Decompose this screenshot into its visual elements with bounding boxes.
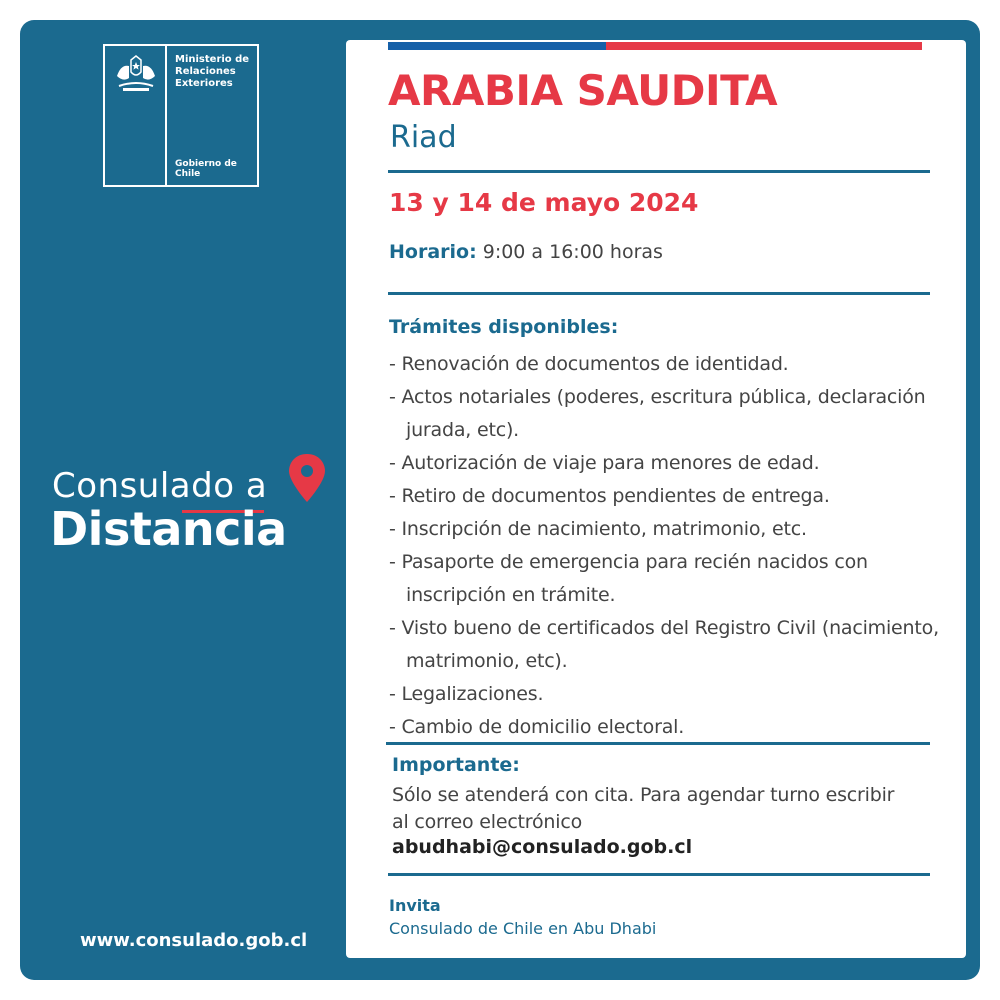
city-subtitle: Riad: [390, 120, 457, 155]
schedule-value: 9:00 a 16:00 horas: [476, 241, 663, 263]
schedule: [389, 241, 663, 263]
ministry-logo: [103, 44, 259, 187]
website-link[interactable]: www.consulado.gob.cl: [80, 930, 308, 951]
invita-title: Invita: [389, 896, 441, 915]
schedule-label: Horario:: [389, 241, 477, 263]
country-title: ARABIA SAUDITA: [388, 66, 778, 115]
list-item: - Legalizaciones.: [389, 683, 544, 705]
tramites-list: [389, 348, 949, 744]
divider: [388, 292, 930, 295]
divider: [388, 170, 930, 173]
tramites-title: Trámites disponibles:: [389, 316, 619, 338]
invita-text: Consulado de Chile en Abu Dhabi: [389, 919, 657, 938]
ministry-name-line: Ministerio de: [175, 54, 250, 65]
importante-title: Importante:: [392, 754, 520, 776]
brand-line2: Distancia: [50, 502, 287, 556]
divider: [386, 742, 930, 745]
list-item: - Actos notariales (poderes, escritura pública, declaración jurada, etc).: [389, 386, 926, 441]
flag-stripe-red: [606, 42, 922, 50]
list-item: - Inscripción de nacimiento, matrimonio, etc.: [389, 518, 807, 540]
government-label: Gobierno de Chile: [175, 159, 237, 179]
logo-divider: [165, 46, 167, 185]
ministry-name: [175, 54, 259, 90]
importante-text: Sólo se atenderá con cita. Para agendar turno escribir al correo electrónico: [392, 784, 895, 833]
list-item: - Pasaporte de emergencia para recién nacidos con inscripción en trámite.: [389, 551, 868, 606]
location-pin-icon: [285, 452, 329, 504]
list-item: - Cambio de domicilio electoral.: [389, 716, 685, 738]
ministry-name-line: Exteriores: [175, 78, 233, 89]
brand-line1: Consulado a: [52, 466, 268, 506]
list-item: - Renovación de documentos de identidad.: [389, 353, 789, 375]
ministry-name-line: Relaciones: [175, 66, 236, 77]
chile-coat-of-arms-icon: [111, 54, 161, 94]
list-item: - Visto bueno de certificados del Registro Civil (nacimiento, matrimonio, etc).: [389, 617, 939, 672]
list-item: - Autorización de viaje para menores de edad.: [389, 452, 820, 474]
list-item: - Retiro de documentos pendientes de entrega.: [389, 485, 830, 507]
divider: [388, 873, 930, 876]
contact-email[interactable]: abudhabi@consulado.gob.cl: [392, 836, 693, 858]
event-dates: 13 y 14 de mayo 2024: [389, 188, 699, 217]
flag-stripe-blue: [388, 42, 606, 50]
